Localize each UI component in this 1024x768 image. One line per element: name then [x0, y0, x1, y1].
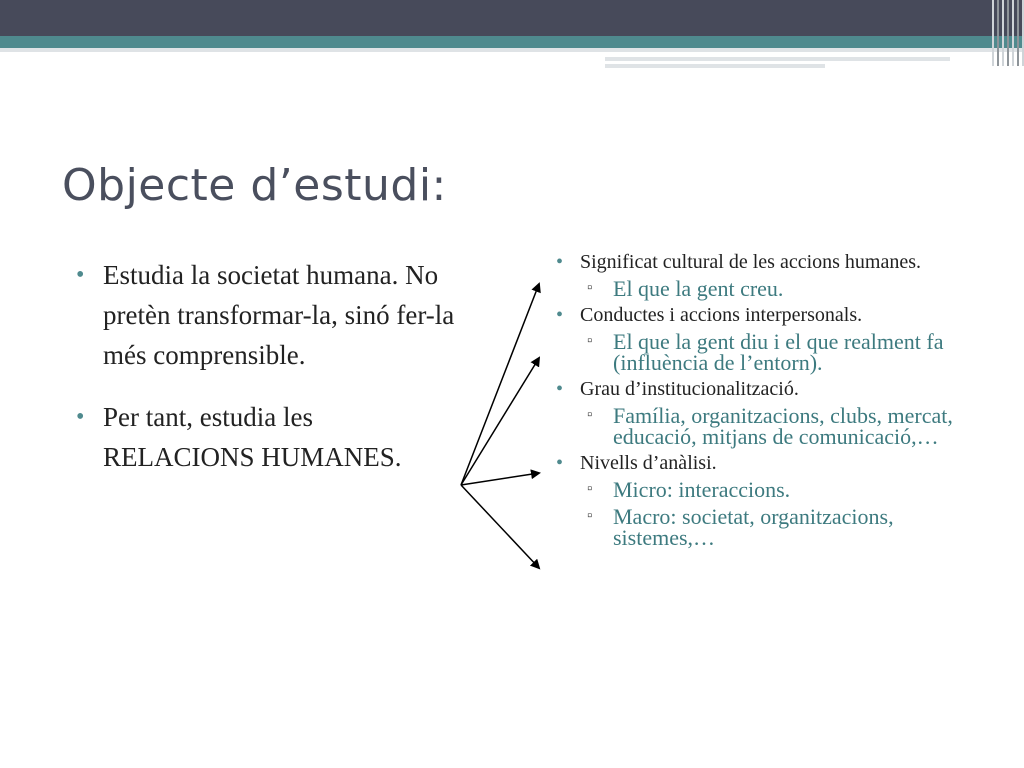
arrow-to-item-4 [461, 485, 539, 568]
right-bullet-list [553, 252, 993, 554]
right-bullet-item: • Nivells d’anàlisi. [553, 453, 993, 473]
right-sub-bullet: ▫ El que la gent diu i el que realment fa (influència de l’entorn). [587, 331, 993, 373]
right-sub-bullet: ▫ Micro: interaccions. [587, 479, 993, 500]
right-bullet-item: • Conductes i accions interpersonals. [553, 305, 993, 325]
header-dark-bar [0, 0, 1024, 36]
right-bullet-item: • Significat cultural de les accions humanes. [553, 252, 993, 272]
right-bullet-item: • Grau d’institucionalització. [553, 379, 993, 399]
left-bullet-item: • Per tant, estudia les RELACIONS HUMANES. [74, 397, 464, 477]
left-bullet-list [74, 255, 464, 499]
header-teal-bar [0, 36, 1024, 48]
left-bullet-item: • Estudia la societat humana. No pretèn transformar-la, sinó fer-la més comprensible. [74, 255, 464, 375]
arrow-to-item-3 [461, 473, 539, 485]
right-sub-bullet: ▫ Macro: societat, organitzacions, sistemes,… [587, 506, 993, 548]
right-sub-bullet: ▫ El que la gent creu. [587, 278, 993, 299]
slide-title: Objecte d’estudi: [62, 160, 447, 211]
header-light-bar-1 [605, 57, 950, 61]
arrow-to-item-2 [461, 358, 539, 485]
right-sub-bullet: ▫ Família, organitzacions, clubs, mercat, educació, mitjans de comunicació,… [587, 405, 993, 447]
header-light-bar-2 [605, 64, 825, 68]
header-grey-bar [0, 48, 1024, 52]
header-vertical-stripes [992, 0, 1024, 66]
arrow-to-item-1 [461, 284, 539, 485]
